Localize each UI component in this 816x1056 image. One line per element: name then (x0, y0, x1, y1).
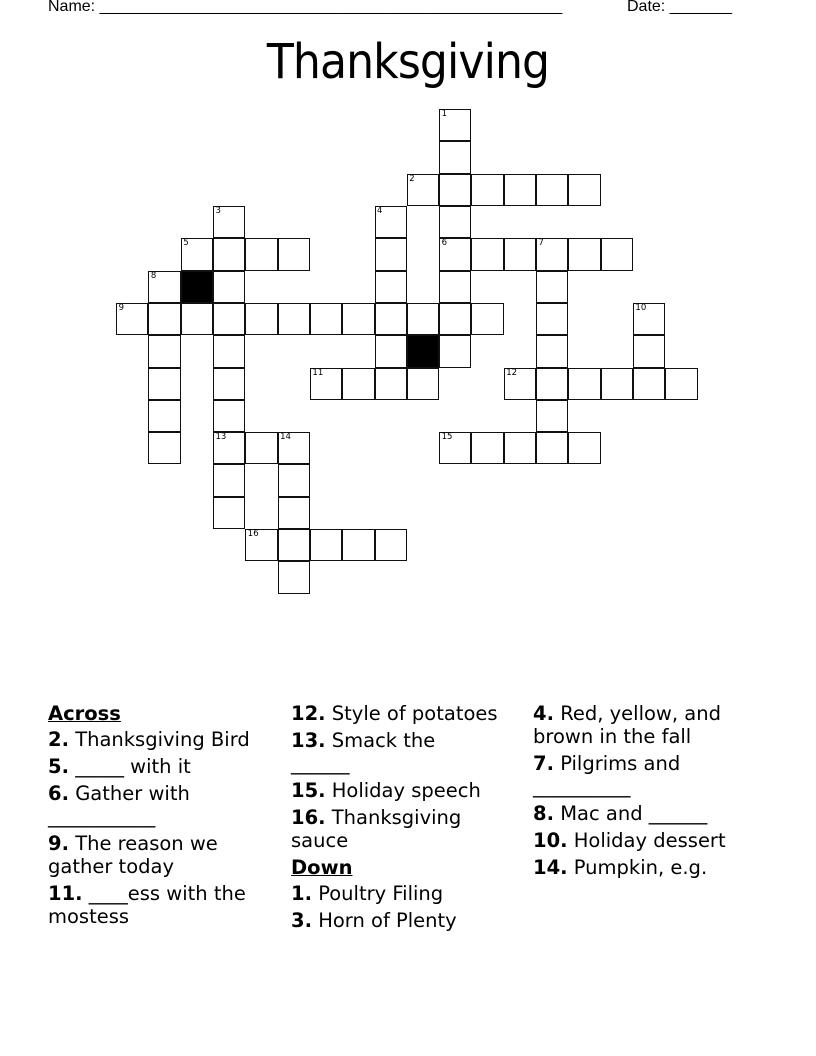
clue-number: 15 (441, 432, 453, 443)
grid-cell[interactable] (375, 303, 407, 335)
grid-cell[interactable] (245, 432, 277, 464)
grid-cell[interactable] (504, 174, 536, 206)
grid-cell[interactable] (148, 303, 180, 335)
clue-down-7: 7. Pilgrims and __________ (533, 752, 681, 798)
clue-number: 5 (183, 238, 189, 249)
grid-cell[interactable] (407, 303, 439, 335)
grid-cell[interactable] (375, 335, 407, 367)
grid-cell[interactable] (181, 238, 213, 270)
grid-cell-black (181, 271, 213, 303)
clue-column-2 (291, 702, 529, 936)
clue-column-1 (48, 702, 276, 932)
grid-cell[interactable] (213, 497, 245, 529)
down-heading: Down (291, 856, 353, 879)
grid-cell[interactable] (310, 368, 342, 400)
clue-column-3 (533, 702, 748, 883)
clue-number: 2 (409, 173, 415, 184)
clue-number: 14 (280, 432, 291, 443)
clue-across-16: 16. Thanksgiving sauce (291, 806, 462, 852)
across-heading: Across (48, 702, 121, 725)
clue-number: 8 (150, 270, 157, 281)
grid-cell[interactable] (342, 368, 374, 400)
clue-number: 3 (215, 206, 221, 216)
grid-cell[interactable] (471, 432, 503, 464)
grid-cell[interactable] (439, 271, 471, 303)
grid-cell[interactable] (471, 238, 503, 270)
grid-cell[interactable] (439, 432, 471, 464)
grid-cell[interactable] (278, 497, 310, 529)
grid-cell[interactable] (536, 271, 568, 303)
clue-number: 10 (635, 302, 647, 313)
grid-cell[interactable] (342, 303, 374, 335)
clue-across-2: 2. Thanksgiving Bird (48, 728, 250, 751)
grid-cell[interactable] (568, 368, 600, 400)
grid-cell[interactable] (633, 368, 665, 400)
clue-number: 7 (538, 238, 544, 249)
clue-number: 6 (441, 238, 448, 249)
grid-cell[interactable] (601, 368, 633, 400)
date-field-label: Date: _______ (627, 0, 732, 15)
grid-cell[interactable] (375, 529, 407, 561)
grid-cell[interactable] (148, 400, 180, 432)
grid-cell[interactable] (278, 303, 310, 335)
grid-cell[interactable] (310, 303, 342, 335)
grid-cell[interactable] (536, 400, 568, 432)
grid-cell[interactable] (568, 238, 600, 270)
grid-cell[interactable] (439, 206, 471, 238)
grid-cell[interactable] (245, 303, 277, 335)
grid-cell[interactable] (633, 303, 665, 335)
page-title: Thanksgiving (266, 34, 550, 90)
clue-across-13: 13. Smack the ______ (291, 729, 436, 775)
grid-cell[interactable] (504, 368, 536, 400)
grid-cell[interactable] (213, 271, 245, 303)
grid-cell[interactable] (375, 206, 407, 238)
name-field-label: Name: ____________________________________________________ (48, 0, 563, 15)
grid-cell[interactable] (375, 238, 407, 270)
grid-cell[interactable] (439, 238, 471, 270)
clue-down-4: 4. Red, yellow, and brown in the fall (533, 702, 721, 748)
grid-cell[interactable] (342, 529, 374, 561)
grid-cell[interactable] (568, 174, 600, 206)
grid-cell[interactable] (504, 432, 536, 464)
clue-down-14: 14. Pumpkin, e.g. (533, 856, 708, 879)
clue-down-1: 1. Poultry Filing (291, 882, 444, 905)
grid-cell[interactable] (278, 561, 310, 593)
clue-across-12: 12. Style of potatoes (291, 702, 498, 725)
grid-cell[interactable] (665, 368, 697, 400)
grid-cell[interactable] (504, 238, 536, 270)
clue-across-11: 11. ____ess with the mostess (48, 882, 246, 928)
grid-cell[interactable] (148, 368, 180, 400)
grid-cell[interactable] (375, 368, 407, 400)
grid-cell[interactable] (245, 529, 277, 561)
grid-cell[interactable] (601, 238, 633, 270)
grid-cell[interactable] (536, 303, 568, 335)
clue-number: 1 (441, 109, 448, 120)
grid-cell[interactable] (633, 335, 665, 367)
clue-number: 11 (312, 367, 324, 378)
clue-number: 4 (377, 206, 383, 216)
grid-cell[interactable] (407, 174, 439, 206)
grid-cell[interactable] (278, 432, 310, 464)
grid-cell[interactable] (536, 174, 568, 206)
grid-cell[interactable] (536, 335, 568, 367)
grid-cell[interactable] (310, 529, 342, 561)
grid-cell[interactable] (439, 109, 471, 141)
grid-cell[interactable] (439, 141, 471, 173)
grid-cell[interactable] (439, 303, 471, 335)
grid-cell[interactable] (116, 303, 148, 335)
grid-cell[interactable] (148, 432, 180, 464)
grid-cell[interactable] (213, 368, 245, 400)
grid-cell-black (407, 335, 439, 367)
grid-cell[interactable] (471, 174, 503, 206)
grid-cell[interactable] (536, 432, 568, 464)
grid-cell[interactable] (148, 271, 180, 303)
grid-cell[interactable] (278, 238, 310, 270)
grid-cell[interactable] (213, 432, 245, 464)
clue-number: 9 (118, 302, 125, 313)
grid-cell[interactable] (278, 464, 310, 496)
grid-cell[interactable] (536, 368, 568, 400)
grid-cell[interactable] (245, 238, 277, 270)
clue-down-8: 8. Mac and ______ (533, 802, 708, 825)
clue-across-9: 9. The reason we gather today (48, 832, 218, 878)
grid-cell[interactable] (213, 400, 245, 432)
grid-cell[interactable] (536, 238, 568, 270)
grid-cell[interactable] (181, 303, 213, 335)
clue-down-3: 3. Horn of Plenty (291, 909, 457, 932)
grid-cell[interactable] (148, 335, 180, 367)
grid-cell[interactable] (213, 464, 245, 496)
grid-cell[interactable] (213, 303, 245, 335)
grid-cell[interactable] (375, 271, 407, 303)
grid-cell[interactable] (213, 206, 245, 238)
clue-across-15: 15. Holiday speech (291, 779, 481, 802)
clue-across-5: 5. _____ with it (48, 755, 191, 778)
grid-cell[interactable] (407, 368, 439, 400)
grid-cell[interactable] (439, 335, 471, 367)
clue-number: 13 (215, 432, 227, 443)
grid-cell[interactable] (278, 529, 310, 561)
clue-down-10: 10. Holiday dessert (533, 829, 726, 852)
clue-across-6: 6. Gather with ___________ (48, 782, 190, 828)
clue-number: 16 (247, 529, 259, 539)
grid-cell[interactable] (439, 174, 471, 206)
grid-cell[interactable] (213, 238, 245, 270)
grid-cell[interactable] (213, 335, 245, 367)
grid-cell[interactable] (471, 303, 503, 335)
clue-number: 12 (506, 367, 518, 378)
grid-cell[interactable] (568, 432, 600, 464)
